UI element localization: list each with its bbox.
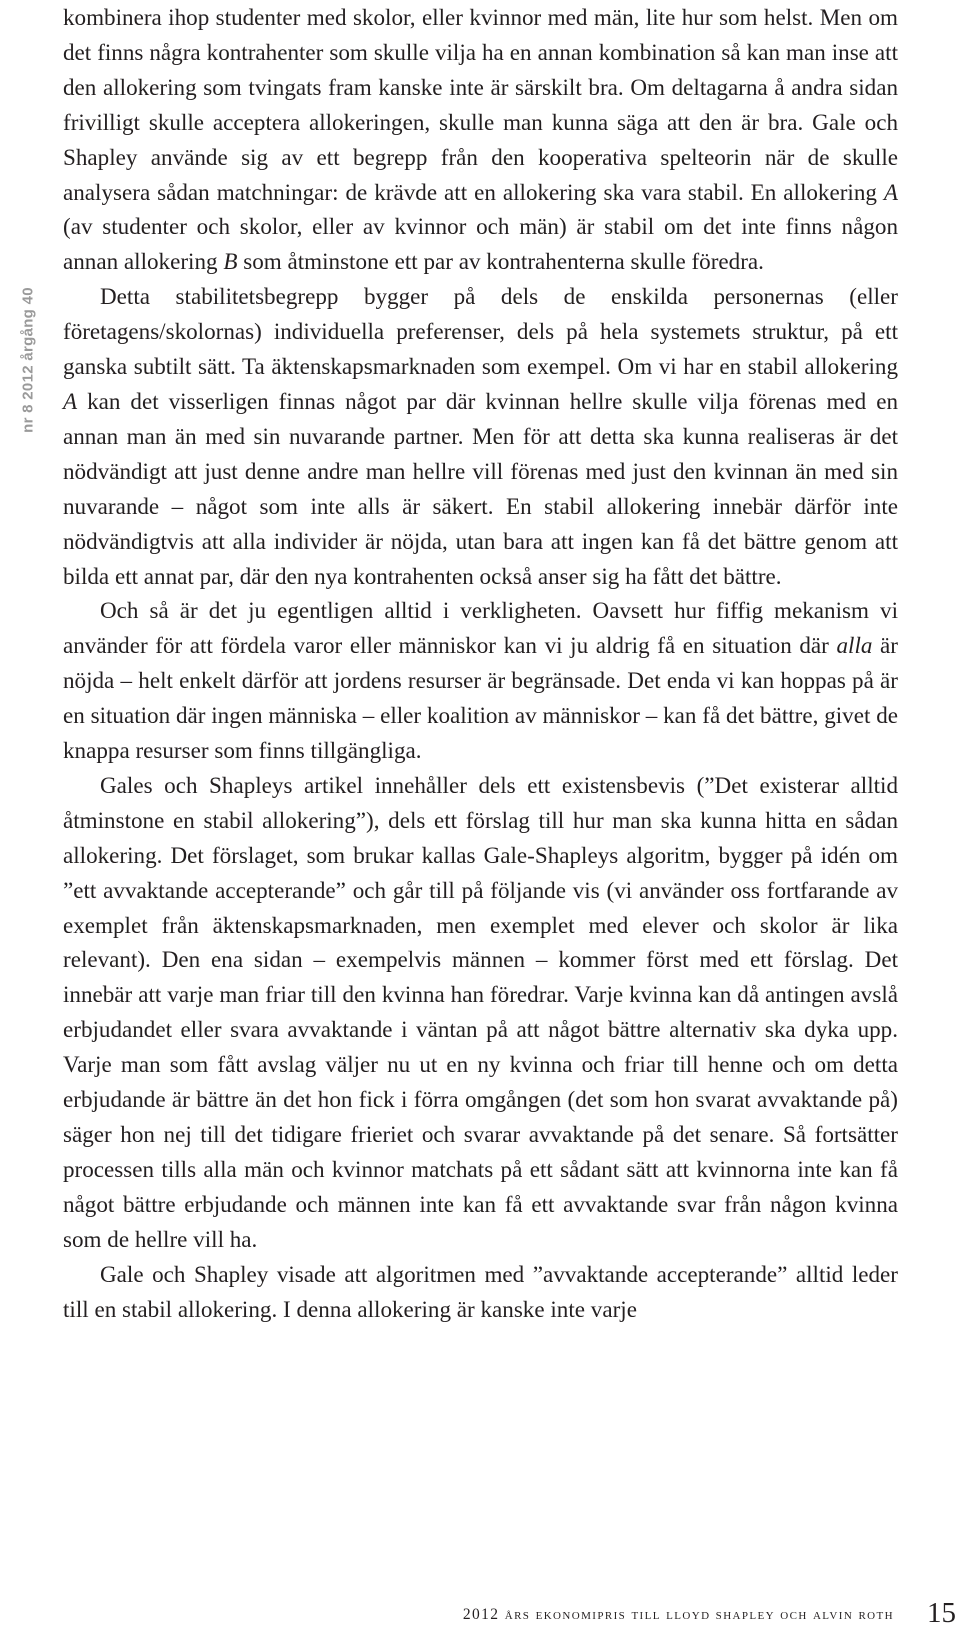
italic-run: A xyxy=(63,387,78,414)
text-run: Och så är det ju egentligen alltid i verkligheten. Oavsett hur fiffig mekanism vi använder för att fördela varor eller människor kan vi ju aldrig få en situation där xyxy=(63,597,898,659)
paragraph-2 xyxy=(63,279,898,593)
text-run: kombinera ihop studenter med skolor, eller kvinnor med män, lite hur som helst. Men om det finns några kontrahenter som skulle vilja ha en annan kombination så kan man inse att den allokering som tvingats fram kanske inte är särskilt bra. Om deltagarna å andra sidan frivilligt skulle acceptera allokeringen, skulle man kunna säga att den är bra. Gale och Shapley använde sig av ett begrepp från den kooperativa spelteorin när de skulle analysera sådan matchningar: de krävde att en allokering ska vara stabil. En allokering xyxy=(63,4,898,205)
italic-run: B xyxy=(223,248,238,275)
text-run: som åtminstone ett par av kontrahenterna skulle föredra. xyxy=(237,248,764,275)
text-run: kan det visserligen finnas något par där kvinnan hellre skulle vilja förenas med en annan man än med sin nuvarande partner. Men för att detta ska kunna realiseras är det nödvändigt att just denne andre man hellre vill förenas med just den kvinnan än med sin nuvarande – något som inte alls är säkert. En stabil allokering innebär därför inte nödvändigtvis att alla individer är nöjda, utan bara att ingen kan få det bättre genom att bilda ett annat par, där den nya kontrahenten också anser sig ha fått det bättre. xyxy=(63,387,898,589)
italic-run: A xyxy=(883,178,898,205)
page-footer xyxy=(0,1597,960,1630)
paragraph-5 xyxy=(63,1257,898,1327)
italic-run: alla xyxy=(836,632,873,659)
page-number: 15 xyxy=(927,1597,956,1629)
paragraph-3 xyxy=(63,593,898,768)
text-run: Gales och Shapleys artikel innehåller dels ett existensbevis (”Det existerar alltid åtminstone en stabil allokering”), dels ett förslag till hur man ska kunna hitta en sådan allokering. Det förslaget, som brukar kallas Gale-Shapleys algoritm, bygger på idén om ”ett avvaktande accepterande” och går till på följande vis (vi använder oss fortfarande av exemplet från äktenskapsmarknaden, men exemplet med elever och skolor är lika relevant). Den ena sidan – exempelvis männen – kommer först med ett förslag. Det innebär att varje man friar till den kvinna han föredrar. Varje kvinna kan då antingen avslå erbjudandet eller svara avvaktande i väntan på att något bättre alternativ ska dyka upp. Varje man som fått avslag väljer nu ut en ny kvinna och friar till henne och om detta erbjudande är bättre än det hon fick i förra omgången (det som hon svarat avvaktande på) säger hon nej till det tidigare frieriet och svarar avvaktande på det senare. Så fortsätter processen tills alla män och kvinnor matchats på ett sådant sätt att kvinnorna inte kan få något bättre erbjudande och männen inte kan få ett avvaktande svar från någon kvinna som de hellre vill ha. xyxy=(63,771,898,1252)
text-run: Detta stabilitetsbegrepp bygger på dels de enskilda personernas (eller företagens/skolornas) individuella preferenser, dels på hela systemets struktur, på ett ganska subtilt sätt. Ta äktenskapsmarknaden som exempel. Om vi har en stabil allokering xyxy=(63,283,898,380)
paragraph-1 xyxy=(63,0,898,279)
text-run: Gale och Shapley visade att algoritmen med ”avvaktande accepterande” alltid leder till en stabil allokering. I denna allokering är kanske inte varje xyxy=(63,1260,898,1322)
issue-margin-label: nr 8 2012 årgång 40 xyxy=(19,287,37,433)
text-run: (av studenter och skolor, eller av kvinnor och män) är stabil om det inte finns någon annan allokering xyxy=(63,213,898,275)
article-text-column xyxy=(63,0,898,1326)
running-title: 2012 års ekonomipris till lloyd shapley och alvin roth xyxy=(462,1606,894,1623)
paragraph-4 xyxy=(63,768,898,1257)
text-run: är nöjda – helt enkelt därför att jordens resurser är begränsade. Det enda vi kan hoppas på är en situation där ingen människa – eller koalition av människor – kan få det bättre, givet de knappa resurser som finns tillgängliga. xyxy=(63,632,898,764)
